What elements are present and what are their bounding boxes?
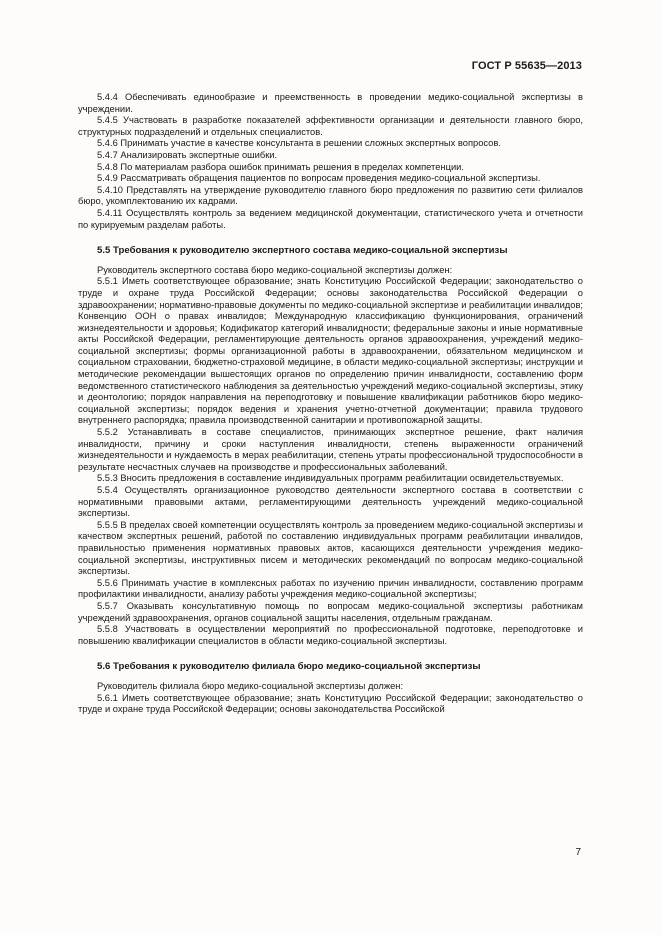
clause-5-6-1: 5.6.1 Иметь соответствующее образование; знать Конституцию Российской Федерации; законодательство о труде и охране труда Российской Федерации; основы законодательства Российской <box>78 692 583 715</box>
clause-5-5-2: 5.5.2 Устанавливать в составе специалистов, принимающих экспертное решение, факт наличия инвалидности, причину и сроки наступления инвалидности, степень выраженности ограничений жизнедеятельности и нуждаемость в мерах реабилитации, степень утраты профессиональной трудоспособности в результате несчастных случаев на производстве и профессиональных заболеваний. <box>78 427 583 472</box>
clause-5-5-4: 5.5.4 Осуществлять организационное руководство деятельности экспертного состава в соответствии с нормативными правовыми актами, регламентирующими деятельность учреждений медико-социальной экспертизы. <box>78 485 583 519</box>
section-5-6-intro: Руководитель филиала бюро медико-социальной экспертизы должен: <box>97 680 404 691</box>
clause-5-4-4: 5.4.4 Обеспечивать единообразие и преемственность в проведении медико-социальной экспертизы в учреждении. <box>78 92 583 114</box>
clause-5-4-10: 5.4.10 Представлять на утверждение руководителю главного бюро предложения по развитию сети филиалов бюро, укомплектованию их кадрами. <box>78 184 583 207</box>
clause-5-4-5: 5.4.5 Участвовать в разработке показателей эффективности организации и деятельности главного бюро, структурных подразделений и отдельных специалистов. <box>78 115 583 137</box>
document-body <box>78 92 583 716</box>
clause-5-5-3: 5.5.3 Вносить предложения в составление индивидуальных программ реабилитации освидетельствуемых. <box>97 473 564 484</box>
page-number: 7 <box>575 847 581 858</box>
document-header: ГОСТ Р 55635—2013 <box>471 60 582 72</box>
clause-5-5-5: 5.5.5 В пределах своей компетенции осуществлять контроль за проведением медико-социальной экспертизы и качеством экспертных решений, работой по составлению индивидуальных программ реабилитации инвалидов, правильностью применения нормативных правовых актов, касающихся деятельности учреждения медико-социальной экспертизы, инструктивных писем и методических рекомендаций по вопросам медико-социальной экспертизы. <box>78 519 583 577</box>
clause-5-4-11: 5.4.11 Осуществлять контроль за ведением медицинской документации, статистического учета и отчетности по курируемым разделам работы. <box>78 207 583 230</box>
section-5-6-heading: 5.6 Требования к руководителю филиала бюро медико-социальной экспертизы <box>97 661 481 673</box>
clause-5-4-8: 5.4.8 По материалам разбора ошибок принимать решения в пределах компетенции. <box>97 161 464 172</box>
section-5-5-heading: 5.5 Требования к руководителю экспертного состава медико-социальной экспертизы <box>97 245 508 257</box>
clause-5-5-8: 5.5.8 Участвовать в осуществлении мероприятий по профессиональной подготовке, переподготовке и повышению квалификации специалистов в области медико-социальной экспертизы. <box>78 624 583 646</box>
clause-5-5-1: 5.5.1 Иметь соответствующее образование; знать Конституцию Российской Федерации; законодательство о труде и охране труда Российской Федерации; основы законодательства Российской Федерации о здравоохранении; нормативно-правовые документы по медико-социальной экспертизе и реабилитации инвалидов; Конвенцию ООН о правах инвалидов; Международную классификацию функционирования, ограничений жизнедеятельности и здоровья; Кодификатор категорий инвалидности; федеральные законы и иные нормативные акты Российской Федерации, регламентирующие деятельность органов здравоохранения, учреждений медико-социальной экспертизы; формы организационной работы в здравоохранении, обязательном медицинском и социальном страховании, бюджетно-страховой медицине, в области медико-социальной экспертизы; инструкции и методические рекомендации вышестоящих органов по определению причин инвалидности, составлению форм ведомственного статистического наблюдения за деятельностью учреждений медико-социальной экспертизы, этику и деонтологию; порядок направления на переподготовку и повышение квалификации работников бюро медико-социальной экспертизы; порядок ведения и хранения учетно-отчетной документации; правила трудового внутреннего распорядка; правила производственной санитарии и противопожарной защиты. <box>78 276 583 426</box>
clause-5-5-6: 5.5.6 Принимать участие в комплексных работах по изучению причин инвалидности, составлению программ профилактики инвалидности, анализу работы учреждения медико-социальной экспертизы; <box>78 577 583 600</box>
clause-5-5-7: 5.5.7 Оказывать консультативную помощь по вопросам медико-социальной экспертизы работникам учреждений здравоохранения, органов социальной защиты населения, отдельным гражданам. <box>78 600 583 623</box>
clause-5-4-7: 5.4.7 Анализировать экспертные ошибки. <box>97 149 278 160</box>
clause-5-4-9: 5.4.9 Рассматривать обращения пациентов по вопросам проведения медико-социальной экспертизы. <box>97 173 541 184</box>
clause-5-4-6: 5.4.6 Принимать участие в качестве консультанта в решении сложных экспертных вопросов. <box>97 138 501 149</box>
section-5-5-intro: Руководитель экспертного состава бюро медико-социальной экспертизы должен: <box>97 264 453 275</box>
